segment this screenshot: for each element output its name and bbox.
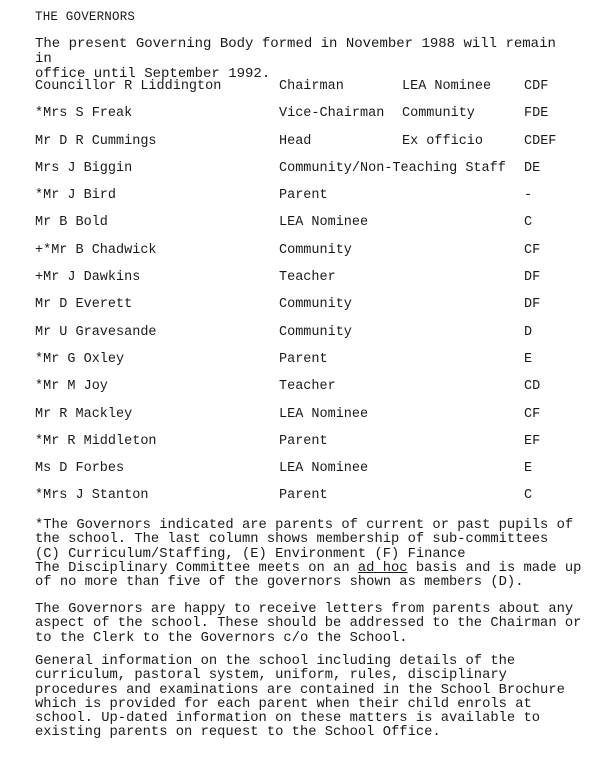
governor-committees: - [524,188,533,204]
parents-note: *The Governors indicated are parents of current or past pupils of the school. The last column shows membership of sub-committees (C) Curriculum/Staffing, (E) Environment (F) Finance [35,518,574,562]
governor-name: Ms D Forbes [35,461,125,477]
governor-committees: CD [524,379,541,395]
governor-committees: E [524,461,533,477]
governor-committees: DF [524,270,541,286]
governor-name: Mr R Mackley [35,406,133,422]
governor-name: Mr B Bold [35,215,108,231]
governor-row [35,79,580,106]
governor-role: Parent [279,188,328,204]
disciplinary-note [35,562,595,591]
governor-role: Parent [279,433,328,449]
governor-row [35,379,580,406]
governor-role: Community [279,242,352,258]
governor-row [35,243,580,270]
governor-committees: CF [524,242,541,258]
disciplinary-note-start: The Disciplinary Committee meets on an [35,560,358,576]
governor-role: Community [279,297,352,313]
governor-role: Community [279,324,352,340]
letters-note [35,603,595,646]
governor-committees: CF [524,406,541,422]
governor-role: Community/Non-Teaching Staff [279,160,506,176]
governor-committees: E [524,351,533,367]
governor-row [35,434,580,461]
governors-list [35,79,580,516]
governor-category: Community [402,106,475,122]
governor-category: Ex officio [402,133,484,149]
general-information-note [35,655,595,741]
governor-row [35,106,580,133]
governor-role: Teacher [279,379,336,395]
governor-committees: CDF [524,79,549,94]
governor-name: *Mr M Joy [35,379,108,395]
governor-committees: EF [524,433,541,449]
governor-row [35,325,580,352]
letters-paragraph: The Governors are happy to receive letters from parents about any aspect of the school. These should be addressed to the Chairman or to the Clerk to the Governors c/o the School. [35,602,582,646]
governor-name: *Mrs S Freak [35,106,133,122]
governor-name: +*Mr B Chadwick [35,242,157,258]
governor-row [35,352,580,379]
governor-committees: C [524,215,533,231]
governor-name: *Mr G Oxley [35,351,125,367]
governor-row [35,270,580,297]
governor-row [35,188,580,215]
governor-row [35,461,580,488]
governor-committees: FDE [524,106,549,122]
page-title: THE GOVERNORS [35,10,136,24]
governor-row [35,488,580,515]
governor-committees: D [524,324,533,340]
governor-row [35,134,580,161]
governor-committees: C [524,488,533,504]
governor-name: Mrs J Biggin [35,160,133,176]
governor-name: Mr U Gravesande [35,324,157,340]
sub-committee-notes [35,519,595,590]
governor-row [35,407,580,434]
governor-name: Councillor R Liddington [35,79,222,94]
governor-name: Mr D Everett [35,297,133,313]
governor-row [35,215,580,242]
general-information-paragraph: General information on the school including details of the curriculum, pastoral system, uniform, rules, disciplinary procedures and examinations are contained in the School Brochure which is provided for each parent when their child enrols at school. Up-dated information on these matters is available to existing parents on request to the School Office. [35,654,565,741]
governor-role: LEA Nominee [279,215,369,231]
governor-committees: DE [524,160,541,176]
disciplinary-note-end: basis and is made up of no more than five of the governors shown as members (D). [35,560,582,591]
governor-committees: CDEF [524,133,557,149]
governor-name: *Mr R Middleton [35,433,157,449]
governor-name: Mr D R Cummings [35,133,157,149]
governor-row [35,297,580,324]
governor-category: LEA Nominee [402,79,492,94]
ad-hoc-term: ad hoc [357,560,408,576]
governor-committees: DF [524,297,541,313]
governor-role: Head [279,133,312,149]
governor-role: Chairman [279,79,344,94]
governor-role: LEA Nominee [279,461,369,477]
governor-role: Vice-Chairman [279,106,385,122]
governor-role: LEA Nominee [279,406,369,422]
intro-paragraph: The present Governing Body formed in November 1988 will remain in office until September 1992. [35,36,556,82]
governor-row [35,161,580,188]
governor-name: *Mrs J Stanton [35,488,149,504]
governor-role: Parent [279,351,328,367]
governor-role: Teacher [279,270,336,286]
governor-name: *Mr J Bird [35,188,117,204]
governor-role: Parent [279,488,328,504]
governor-name: +Mr J Dawkins [35,270,141,286]
